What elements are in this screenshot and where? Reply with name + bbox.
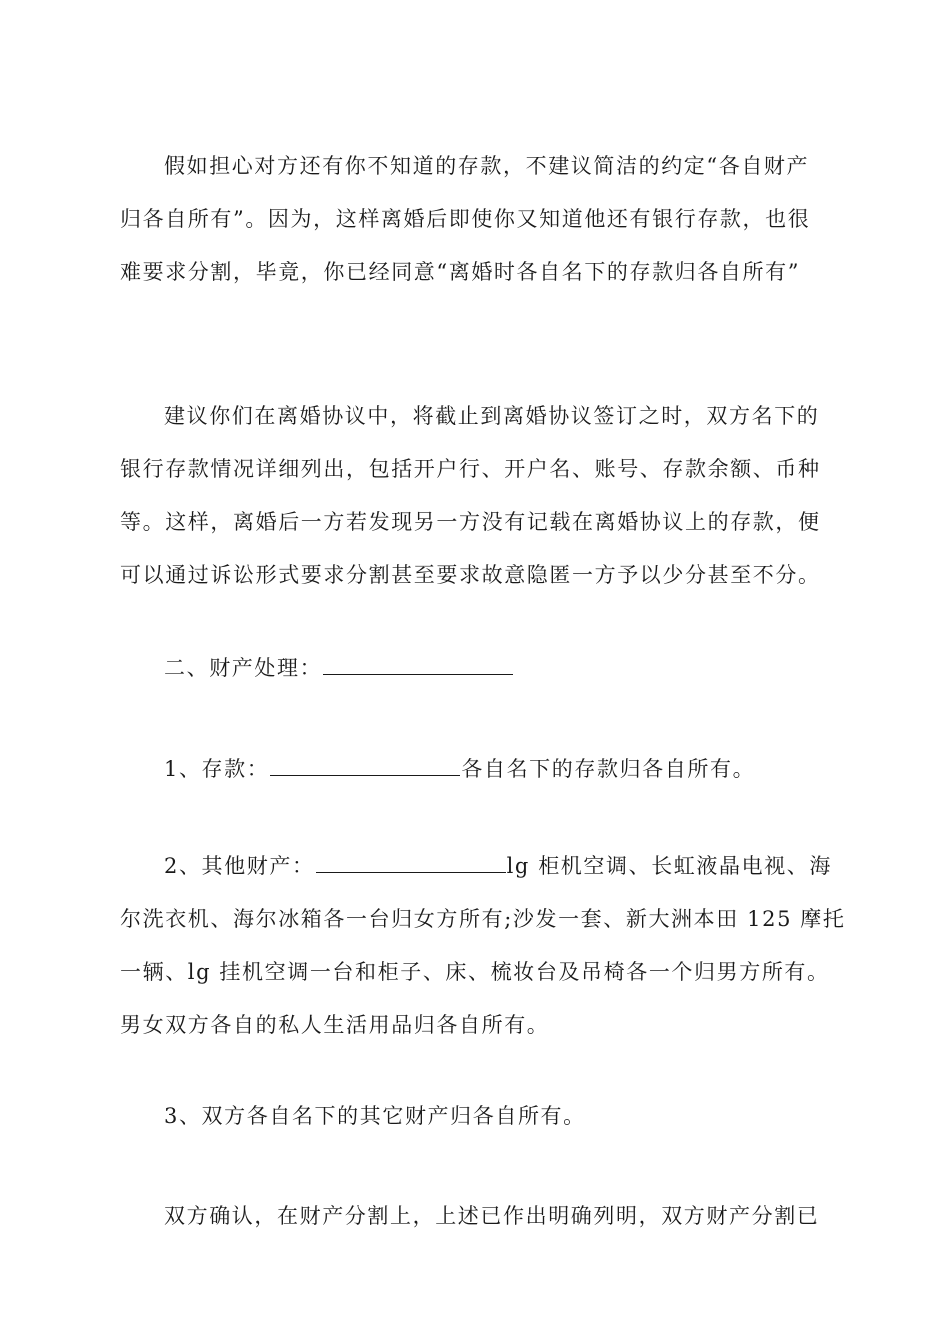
paragraph-deposit-listing-advice — [120, 390, 840, 602]
text-line: 假如担心对方还有你不知道的存款，不建议简洁的约定“各自财产 — [164, 154, 810, 178]
text-line: 建议你们在离婚协议中，将截止到离婚协议签订之时，双方名下的 — [164, 404, 820, 428]
text-line: 一辆、lg 挂机空调一台和柜子、床、梳妆台及吊椅各一个归男方所有。 — [120, 960, 830, 984]
text-line: 等。这样，离婚后一方若发现另一方没有记载在离婚协议上的存款，便 — [120, 510, 821, 534]
text-line: 男女双方各自的私人生活用品归各自所有。 — [120, 1013, 550, 1037]
fill-in-blank[interactable] — [316, 856, 506, 873]
text-line: 难要求分割，毕竟，你已经同意“离婚时各自名下的存款归各自所有” — [120, 260, 801, 284]
item-text: lg 柜机空调、长虹液晶电视、海 — [506, 854, 832, 878]
section-property-handling — [120, 642, 840, 695]
text-line: 可以通过诉讼形式要求分割甚至要求故意隐匿一方予以少分甚至不分。 — [120, 563, 821, 587]
item-label: 1、存款： — [164, 757, 270, 781]
item-text: 各自名下的存款归各自所有。 — [461, 757, 756, 781]
text-line: 尔洗衣机、海尔冰箱各一台归女方所有;沙发一套、新大洲本田 125 摩托 — [120, 907, 846, 931]
fill-in-blank[interactable] — [270, 759, 460, 776]
item-deposits — [120, 743, 840, 796]
text-line: 银行存款情况详细列出，包括开户行、开户名、账号、存款余额、币种 — [120, 457, 821, 481]
item-label: 2、其他财产： — [164, 854, 315, 878]
text-line: 归各自所有”。因为，这样离婚后即使你又知道他还有银行存款，也很 — [120, 207, 811, 231]
paragraph-deposit-warning — [120, 140, 840, 299]
text-line: 双方确认，在财产分割上，上述已作出明确列明，双方财产分割已 — [164, 1204, 820, 1228]
fill-in-blank[interactable] — [323, 658, 513, 675]
paragraph-confirmation — [120, 1190, 840, 1243]
section-heading: 二、财产处理： — [164, 656, 323, 680]
item-other-property — [120, 840, 846, 1052]
text-line: 3、双方各自名下的其它财产归各自所有。 — [164, 1104, 586, 1128]
item-other-assets — [120, 1090, 840, 1143]
